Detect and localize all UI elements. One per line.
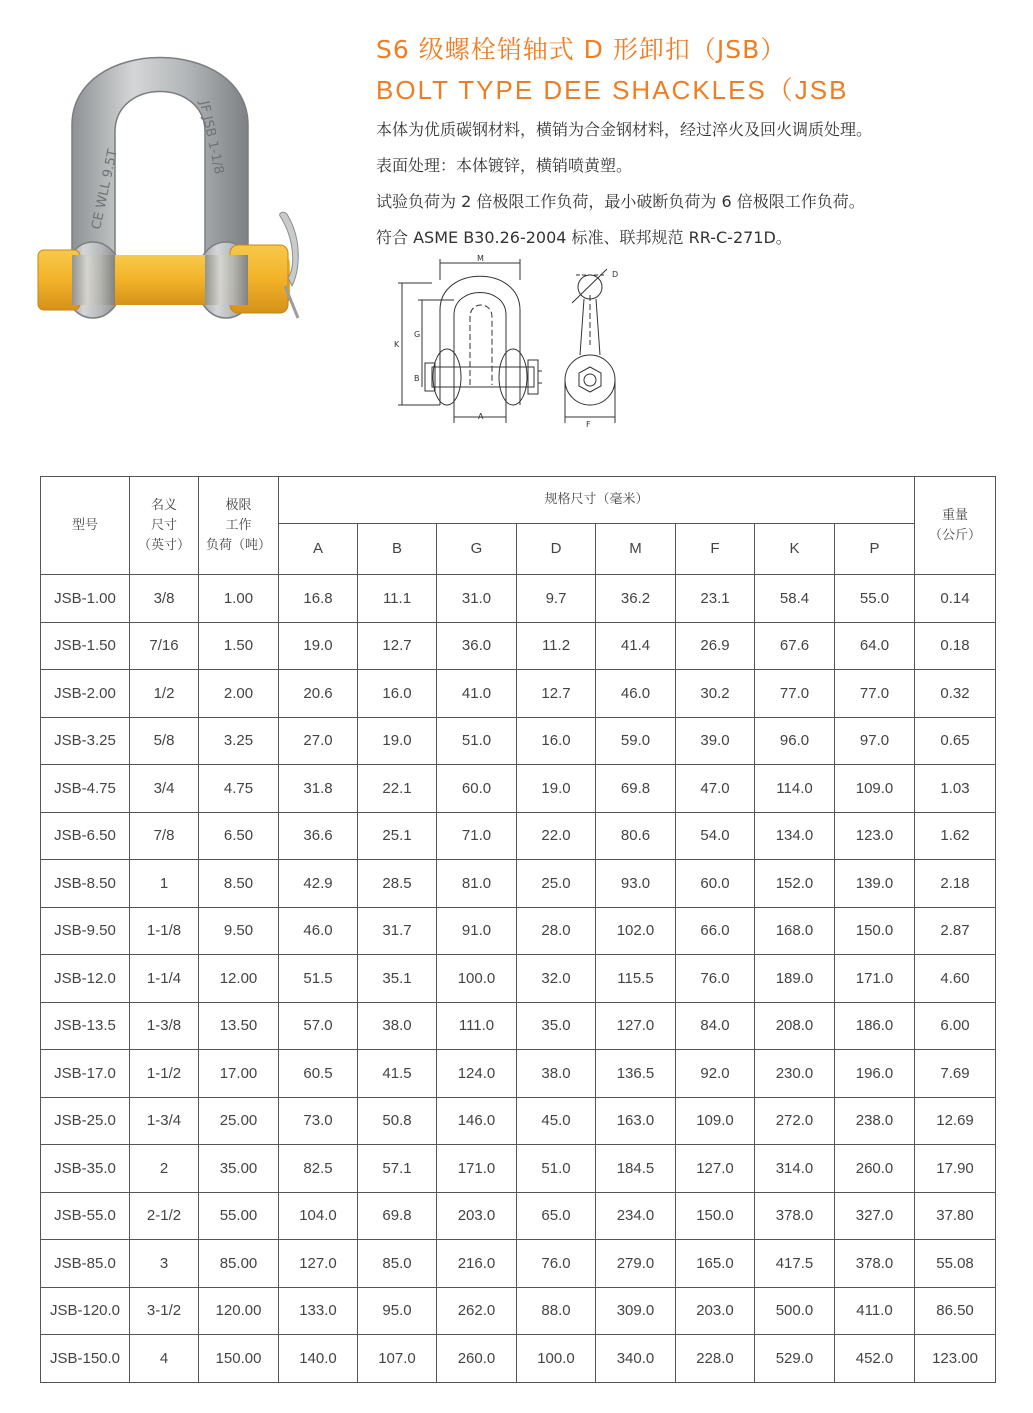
table-cell: 76.0: [517, 1240, 596, 1288]
table-cell: 55.00: [199, 1192, 279, 1240]
table-cell: 9.7: [517, 575, 596, 623]
table-cell: 51.0: [517, 1145, 596, 1193]
table-cell: 39.0: [676, 717, 755, 765]
table-cell: 340.0: [596, 1335, 676, 1383]
table-row: [41, 860, 996, 908]
table-cell: 4: [130, 1335, 199, 1383]
table-cell: 1.62: [915, 812, 996, 860]
table-cell: 163.0: [596, 1097, 676, 1145]
table-cell: 92.0: [676, 1050, 755, 1098]
table-cell: 55.08: [915, 1240, 996, 1288]
table-cell: 4.60: [915, 955, 996, 1003]
table-cell: 216.0: [437, 1240, 517, 1288]
table-cell: 36.0: [437, 622, 517, 670]
table-cell: 27.0: [279, 717, 358, 765]
table-cell: 17.90: [915, 1145, 996, 1193]
table-cell: 46.0: [279, 907, 358, 955]
technical-drawing: [392, 255, 642, 435]
table-cell: 1/2: [130, 670, 199, 718]
table-cell: 54.0: [676, 812, 755, 860]
table-cell: 189.0: [755, 955, 835, 1003]
table-cell: JSB-25.0: [41, 1097, 130, 1145]
table-cell: 127.0: [279, 1240, 358, 1288]
table-cell: 3.25: [199, 717, 279, 765]
table-cell: 309.0: [596, 1287, 676, 1335]
table-cell: 1.03: [915, 765, 996, 813]
table-cell: 66.0: [676, 907, 755, 955]
table-cell: 417.5: [755, 1240, 835, 1288]
table-cell: 12.00: [199, 955, 279, 1003]
table-cell: 327.0: [835, 1192, 915, 1240]
table-cell: 26.9: [676, 622, 755, 670]
table-cell: 69.8: [596, 765, 676, 813]
table-cell: 184.5: [596, 1145, 676, 1193]
table-cell: 2.00: [199, 670, 279, 718]
table-cell: 84.0: [676, 1002, 755, 1050]
header-size-line: 名义: [150, 497, 177, 513]
table-cell: 47.0: [676, 765, 755, 813]
shackle-photo: [30, 40, 310, 340]
table-cell: 279.0: [596, 1240, 676, 1288]
table-cell: JSB-9.50: [41, 907, 130, 955]
table-cell: 3/4: [130, 765, 199, 813]
table-cell: 6.00: [915, 1002, 996, 1050]
table-cell: 38.0: [358, 1002, 437, 1050]
table-cell: 127.0: [596, 1002, 676, 1050]
table-cell: 86.50: [915, 1287, 996, 1335]
table-cell: 58.4: [755, 575, 835, 623]
table-cell: 65.0: [517, 1192, 596, 1240]
table-cell: 115.5: [596, 955, 676, 1003]
table-cell: 100.0: [517, 1335, 596, 1383]
table-cell: 93.0: [596, 860, 676, 908]
table-cell: 64.0: [835, 622, 915, 670]
header-load-line: 极限: [225, 497, 252, 513]
table-cell: 28.5: [358, 860, 437, 908]
table-cell: 32.0: [517, 955, 596, 1003]
table-cell: 20.6: [279, 670, 358, 718]
header-size: [130, 477, 199, 575]
table-cell: 19.0: [279, 622, 358, 670]
table-cell: 59.0: [596, 717, 676, 765]
table-cell: 25.00: [199, 1097, 279, 1145]
table-cell: 25.1: [358, 812, 437, 860]
drawing-label-g: G: [414, 330, 421, 339]
table-cell: 109.0: [835, 765, 915, 813]
header-dim-g: G: [437, 524, 517, 575]
table-cell: 51.0: [437, 717, 517, 765]
header-dim-k: K: [755, 524, 835, 575]
drawing-label-b: B: [414, 374, 420, 383]
table-cell: 16.8: [279, 575, 358, 623]
table-cell: 146.0: [437, 1097, 517, 1145]
table-cell: 38.0: [517, 1050, 596, 1098]
drawing-label-k: K: [394, 340, 400, 349]
header-weight-line: （公斤）: [929, 527, 982, 543]
table-cell: 35.00: [199, 1145, 279, 1193]
drawing-label-a: A: [478, 412, 484, 421]
table-row: [41, 955, 996, 1003]
header-load-line: 负荷（吨）: [205, 537, 271, 553]
table-row: [41, 1050, 996, 1098]
table-cell: JSB-85.0: [41, 1240, 130, 1288]
spec-table: [40, 476, 996, 1383]
header-weight: [915, 477, 996, 575]
table-cell: 1: [130, 860, 199, 908]
table-cell: 1-1/2: [130, 1050, 199, 1098]
table-cell: 22.0: [517, 812, 596, 860]
table-cell: 0.14: [915, 575, 996, 623]
table-row: [41, 1002, 996, 1050]
table-cell: 77.0: [835, 670, 915, 718]
table-cell: 3/8: [130, 575, 199, 623]
photo-text-left: CE WLL 9.5T: [89, 147, 121, 231]
table-cell: JSB-13.5: [41, 1002, 130, 1050]
table-cell: 168.0: [755, 907, 835, 955]
table-cell: 134.0: [755, 812, 835, 860]
table-cell: 91.0: [437, 907, 517, 955]
table-cell: 60.5: [279, 1050, 358, 1098]
table-cell: 0.18: [915, 622, 996, 670]
description-line: 符合 ASME B30.26-2004 标准、联邦规范 RR-C-271D。: [376, 228, 792, 247]
table-cell: 16.0: [358, 670, 437, 718]
table-cell: 71.0: [437, 812, 517, 860]
table-cell: 50.8: [358, 1097, 437, 1145]
table-cell: 0.65: [915, 717, 996, 765]
table-cell: 378.0: [835, 1240, 915, 1288]
table-cell: 102.0: [596, 907, 676, 955]
header-size-line: （英寸）: [137, 537, 190, 553]
table-cell: 171.0: [835, 955, 915, 1003]
table-cell: 30.2: [676, 670, 755, 718]
table-cell: 314.0: [755, 1145, 835, 1193]
table-cell: 19.0: [517, 765, 596, 813]
table-cell: 152.0: [755, 860, 835, 908]
header-dim-d: D: [517, 524, 596, 575]
table-row: [41, 765, 996, 813]
table-cell: 19.0: [358, 717, 437, 765]
table-cell: 77.0: [755, 670, 835, 718]
table-cell: 3: [130, 1240, 199, 1288]
table-row: [41, 670, 996, 718]
table-cell: 22.1: [358, 765, 437, 813]
table-row: [41, 622, 996, 670]
table-cell: 37.80: [915, 1192, 996, 1240]
table-cell: 28.0: [517, 907, 596, 955]
table-cell: 260.0: [835, 1145, 915, 1193]
table-cell: 150.0: [676, 1192, 755, 1240]
table-cell: JSB-8.50: [41, 860, 130, 908]
table-cell: 411.0: [835, 1287, 915, 1335]
table-cell: 31.7: [358, 907, 437, 955]
table-cell: JSB-55.0: [41, 1192, 130, 1240]
header-model: 型号: [41, 477, 130, 575]
table-cell: 41.0: [437, 670, 517, 718]
table-cell: 120.00: [199, 1287, 279, 1335]
title-english: BOLT TYPE DEE SHACKLES（JSB: [376, 75, 849, 105]
table-cell: 7.69: [915, 1050, 996, 1098]
description-line: 表面处理：本体镀锌，横销喷黄塑。: [376, 156, 633, 175]
table-cell: 69.8: [358, 1192, 437, 1240]
header-size-line: 尺寸: [150, 517, 177, 533]
table-cell: 1.00: [199, 575, 279, 623]
table-cell: 80.6: [596, 812, 676, 860]
table-cell: 95.0: [358, 1287, 437, 1335]
table-cell: 230.0: [755, 1050, 835, 1098]
table-cell: 35.0: [517, 1002, 596, 1050]
table-cell: 88.0: [517, 1287, 596, 1335]
table-cell: 100.0: [437, 955, 517, 1003]
table-row: [41, 575, 996, 623]
header-spec: 规格尺寸（毫米）: [279, 477, 915, 524]
drawing-label-f: F: [586, 420, 591, 429]
table-cell: 203.0: [676, 1287, 755, 1335]
table-cell: 165.0: [676, 1240, 755, 1288]
table-cell: 51.5: [279, 955, 358, 1003]
table-cell: 123.00: [915, 1335, 996, 1383]
table-cell: 124.0: [437, 1050, 517, 1098]
table-cell: 133.0: [279, 1287, 358, 1335]
header-dim-f: F: [676, 524, 755, 575]
table-cell: 2-1/2: [130, 1192, 199, 1240]
table-cell: 136.5: [596, 1050, 676, 1098]
table-cell: JSB-17.0: [41, 1050, 130, 1098]
table-cell: 7/16: [130, 622, 199, 670]
table-cell: 196.0: [835, 1050, 915, 1098]
table-cell: JSB-150.0: [41, 1335, 130, 1383]
table-cell: 82.5: [279, 1145, 358, 1193]
table-cell: 12.7: [517, 670, 596, 718]
table-cell: 11.2: [517, 622, 596, 670]
table-cell: 46.0: [596, 670, 676, 718]
table-cell: JSB-4.75: [41, 765, 130, 813]
drawing-label-d: D: [612, 270, 619, 279]
table-cell: 9.50: [199, 907, 279, 955]
table-row: [41, 1287, 996, 1335]
table-cell: JSB-12.0: [41, 955, 130, 1003]
table-cell: 260.0: [437, 1335, 517, 1383]
drawing-label-m: M: [477, 255, 484, 263]
table-cell: 2.18: [915, 860, 996, 908]
header-dim-b: B: [358, 524, 437, 575]
table-cell: 12.7: [358, 622, 437, 670]
table-cell: 140.0: [279, 1335, 358, 1383]
table-cell: 55.0: [835, 575, 915, 623]
table-cell: 1-1/8: [130, 907, 199, 955]
table-cell: 203.0: [437, 1192, 517, 1240]
table-cell: 3-1/2: [130, 1287, 199, 1335]
table-cell: 57.0: [279, 1002, 358, 1050]
table-cell: 36.6: [279, 812, 358, 860]
header-dim-m: M: [596, 524, 676, 575]
table-cell: 41.4: [596, 622, 676, 670]
photo-text-right: JF JSB 1-1/8: [196, 99, 227, 176]
table-cell: JSB-1.00: [41, 575, 130, 623]
table-cell: 1-3/8: [130, 1002, 199, 1050]
table-cell: 150.0: [835, 907, 915, 955]
table-row: [41, 717, 996, 765]
table-cell: 123.0: [835, 812, 915, 860]
table-cell: 1-3/4: [130, 1097, 199, 1145]
table-cell: 5/8: [130, 717, 199, 765]
table-cell: 109.0: [676, 1097, 755, 1145]
table-cell: 60.0: [437, 765, 517, 813]
table-cell: 208.0: [755, 1002, 835, 1050]
table-cell: 186.0: [835, 1002, 915, 1050]
table-row: [41, 1145, 996, 1193]
table-cell: 139.0: [835, 860, 915, 908]
table-cell: 13.50: [199, 1002, 279, 1050]
table-cell: 76.0: [676, 955, 755, 1003]
table-cell: 107.0: [358, 1335, 437, 1383]
table-cell: 238.0: [835, 1097, 915, 1145]
table-cell: 234.0: [596, 1192, 676, 1240]
table-cell: JSB-120.0: [41, 1287, 130, 1335]
table-cell: 60.0: [676, 860, 755, 908]
table-cell: 228.0: [676, 1335, 755, 1383]
table-cell: 529.0: [755, 1335, 835, 1383]
description-line: 本体为优质碳钢材料，横销为合金钢材料，经过淬火及回火调质处理。: [376, 120, 873, 139]
table-cell: 1-1/4: [130, 955, 199, 1003]
table-row: [41, 1097, 996, 1145]
header-dim-a: A: [279, 524, 358, 575]
table-cell: 4.75: [199, 765, 279, 813]
table-cell: JSB-1.50: [41, 622, 130, 670]
table-cell: 57.1: [358, 1145, 437, 1193]
table-row: [41, 907, 996, 955]
table-cell: JSB-35.0: [41, 1145, 130, 1193]
description-line: 试验负荷为 2 倍极限工作负荷，最小破断负荷为 6 倍极限工作负荷。: [376, 192, 865, 211]
table-cell: 7/8: [130, 812, 199, 860]
table-row: [41, 1192, 996, 1240]
table-cell: JSB-3.25: [41, 717, 130, 765]
table-cell: 171.0: [437, 1145, 517, 1193]
table-cell: 25.0: [517, 860, 596, 908]
title-chinese: S6 级螺栓销轴式 D 形卸扣（JSB）: [376, 35, 787, 64]
table-cell: 378.0: [755, 1192, 835, 1240]
table-cell: 85.0: [358, 1240, 437, 1288]
header-dim-p: P: [835, 524, 915, 575]
table-cell: 35.1: [358, 955, 437, 1003]
table-cell: 104.0: [279, 1192, 358, 1240]
table-cell: 81.0: [437, 860, 517, 908]
table-cell: 85.00: [199, 1240, 279, 1288]
table-cell: JSB-2.00: [41, 670, 130, 718]
table-cell: 67.6: [755, 622, 835, 670]
table-cell: JSB-6.50: [41, 812, 130, 860]
header-load: [199, 477, 279, 575]
table-cell: 96.0: [755, 717, 835, 765]
table-cell: 127.0: [676, 1145, 755, 1193]
table-cell: 2: [130, 1145, 199, 1193]
table-cell: 11.1: [358, 575, 437, 623]
table-cell: 17.00: [199, 1050, 279, 1098]
table-cell: 6.50: [199, 812, 279, 860]
table-cell: 23.1: [676, 575, 755, 623]
table-row: [41, 1240, 996, 1288]
table-cell: 500.0: [755, 1287, 835, 1335]
table-cell: 8.50: [199, 860, 279, 908]
table-cell: 16.0: [517, 717, 596, 765]
table-cell: 12.69: [915, 1097, 996, 1145]
table-cell: 31.0: [437, 575, 517, 623]
table-cell: 0.32: [915, 670, 996, 718]
description: [376, 112, 872, 256]
table-cell: 2.87: [915, 907, 996, 955]
table-cell: 97.0: [835, 717, 915, 765]
table-row: [41, 812, 996, 860]
table-cell: 36.2: [596, 575, 676, 623]
table-cell: 452.0: [835, 1335, 915, 1383]
table-cell: 31.8: [279, 765, 358, 813]
table-cell: 111.0: [437, 1002, 517, 1050]
header-load-line: 工作: [225, 517, 252, 533]
table-cell: 41.5: [358, 1050, 437, 1098]
table-cell: 272.0: [755, 1097, 835, 1145]
table-row: [41, 1335, 996, 1383]
table-cell: 1.50: [199, 622, 279, 670]
table-cell: 73.0: [279, 1097, 358, 1145]
header-weight-line: 重量: [942, 507, 969, 523]
table-cell: 150.00: [199, 1335, 279, 1383]
table-cell: 262.0: [437, 1287, 517, 1335]
table-cell: 114.0: [755, 765, 835, 813]
table-cell: 45.0: [517, 1097, 596, 1145]
table-cell: 42.9: [279, 860, 358, 908]
